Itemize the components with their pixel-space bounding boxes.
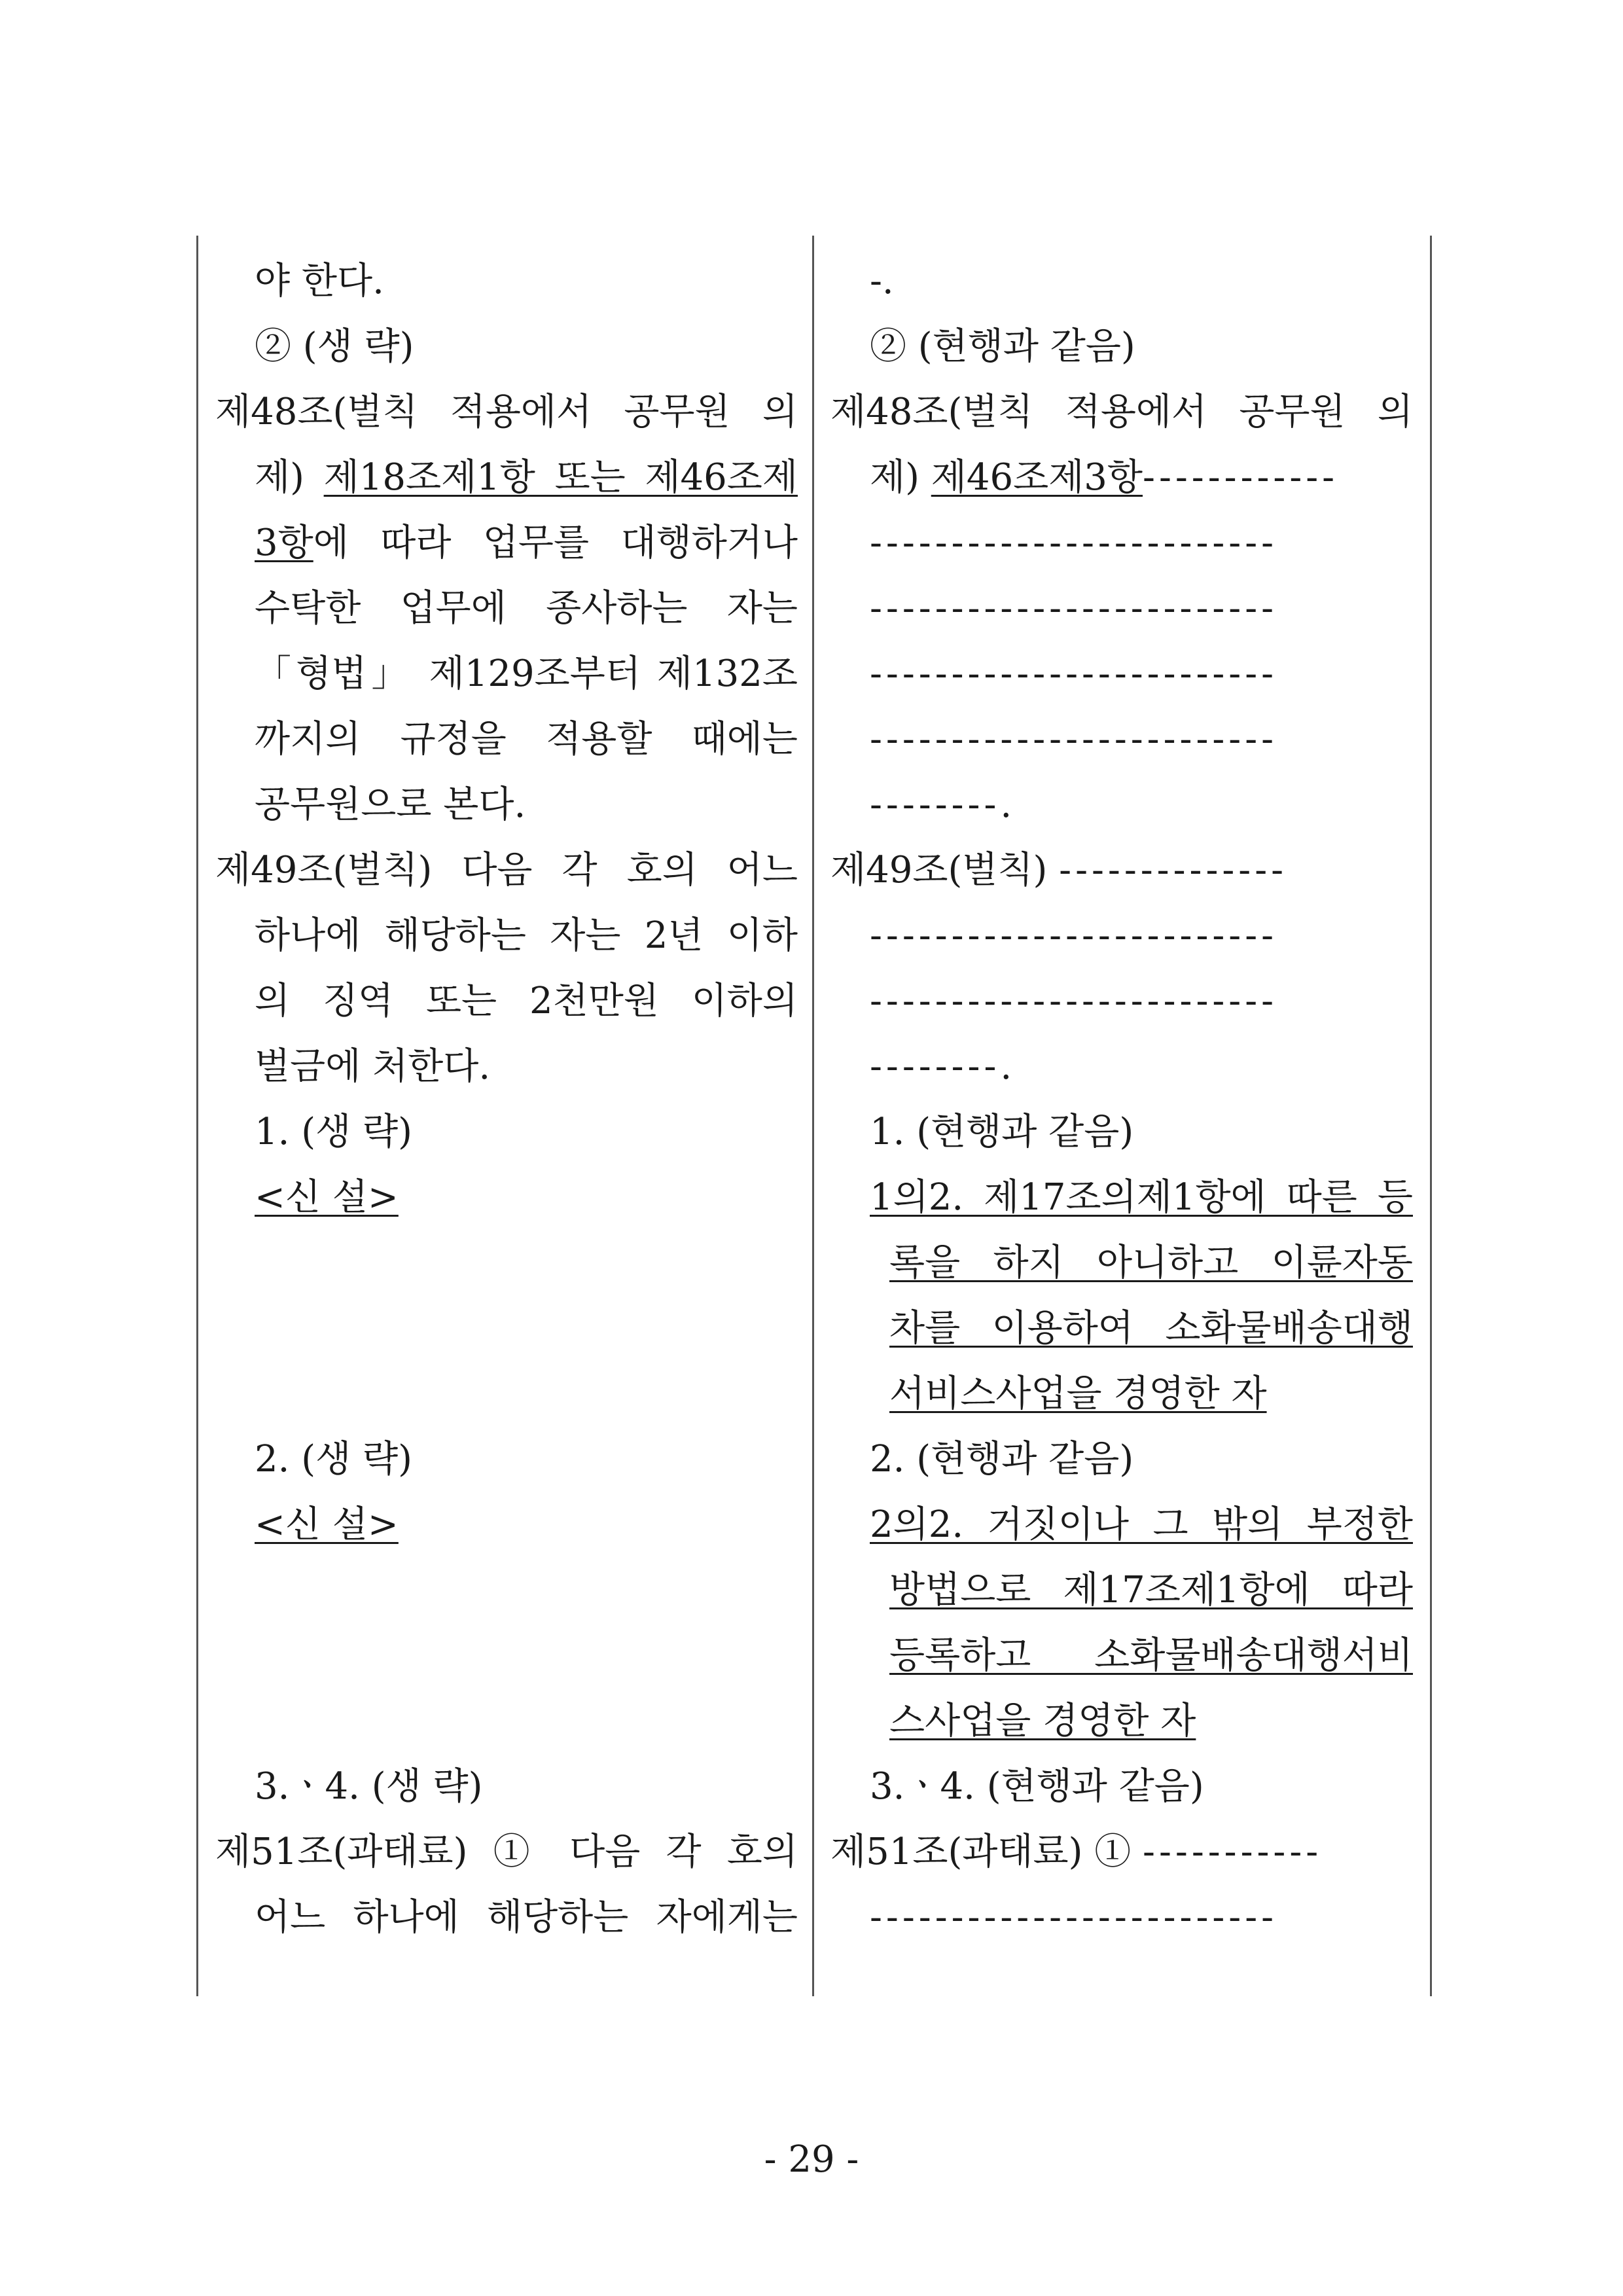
amended-text: 3항 <box>255 522 313 564</box>
article-49-heading: 제49조(벌칙) 다음 각 호의 어느 <box>215 849 798 891</box>
unchanged-line: ------------------------- <box>870 718 1278 761</box>
text-line: 공무원으로 본다. <box>255 783 526 826</box>
unchanged-line: ------------------------- <box>870 522 1278 564</box>
new-clause-text: 록을 하지 아니하고 이륜자동 <box>889 1242 1413 1284</box>
text-line: ② (현행과 같음) <box>870 325 1135 368</box>
article-49-heading: 제49조(벌칙) -------------- <box>830 849 1288 891</box>
new-clause-text: 2의2. 거짓이나 그 밖의 부정한 <box>870 1503 1413 1546</box>
amended-text: 제46조제3항 <box>931 456 1143 499</box>
comparison-table <box>196 236 1432 1996</box>
text-line: 3항에 따라 업무를 대행하거나 <box>255 522 798 564</box>
unchanged-line: ------------------------- <box>870 587 1278 630</box>
text-line: 하나에 해당하는 자는 2년 이하 <box>255 914 798 957</box>
new-clause-text: 차를 이용하여 소화물배송대행 <box>889 1307 1413 1350</box>
text-line: 야 한다. <box>255 260 384 302</box>
unchanged-line: ------------------------- <box>870 980 1278 1022</box>
unchanged-line: --------. <box>870 783 1016 826</box>
text-line: 의 징역 또는 2천만원 이하의 <box>255 980 798 1022</box>
article-48-heading: 제48조(벌칙 적용에서 공무원 의 <box>215 391 798 433</box>
text-line: 2. (현행과 같음) <box>870 1438 1134 1480</box>
new-clause-text: 1의2. 제17조의제1항에 따른 등 <box>870 1176 1413 1219</box>
text-line: 3.ㆍ4. (생 략) <box>255 1765 483 1808</box>
text-line: 1. (생 략) <box>255 1111 412 1153</box>
text-line: 수탁한 업무에 종사하는 자는 <box>255 587 798 630</box>
unchanged-line: --------. <box>870 1045 1016 1088</box>
page-number: - 29 - <box>764 2138 859 2181</box>
article-48-heading: 제48조(벌칙 적용에서 공무원 의 <box>830 391 1413 433</box>
unchanged-line: ------------------------- <box>870 914 1278 957</box>
text-line: -. <box>870 260 894 302</box>
new-clause-text: 등록하고 소화물배송대행서비 <box>889 1634 1413 1677</box>
text-line: 1. (현행과 같음) <box>870 1111 1134 1153</box>
text-line: 까지의 규정을 적용할 때에는 <box>255 718 798 761</box>
text-line: 「형법」 제129조부터 제132조 <box>255 653 798 695</box>
unchanged-line: ------------------------- <box>870 1896 1278 1939</box>
new-clause-marker: <신 설> <box>255 1503 399 1546</box>
column-divider <box>812 236 814 1996</box>
new-clause-text: 서비스사업을 경영한 자 <box>889 1372 1267 1415</box>
text-line: 벌금에 처한다. <box>255 1045 491 1088</box>
amended-text: 제18조제1항 또는 제46조제 <box>323 456 798 499</box>
new-clause-text: 스사업을 경영한 자 <box>889 1700 1196 1742</box>
new-clause-marker: <신 설> <box>255 1176 399 1219</box>
text-line: 제) 제46조제3항------------ <box>870 456 1339 499</box>
unchanged-line: ------------------------- <box>870 653 1278 695</box>
text-line: 3.ㆍ4. (현행과 같음) <box>870 1765 1204 1808</box>
article-51-heading: 제51조(과태료) ① ----------- <box>830 1831 1323 1873</box>
text-line: ② (생 략) <box>255 325 414 368</box>
text-line: 2. (생 략) <box>255 1438 412 1480</box>
article-51-heading: 제51조(과태료) ① 다음 각 호의 <box>215 1831 798 1873</box>
new-clause-text: 방법으로 제17조제1항에 따라 <box>889 1569 1413 1611</box>
text-line: 제) 제18조제1항 또는 제46조제 <box>255 456 798 499</box>
text-line: 어느 하나에 해당하는 자에게는 <box>255 1896 798 1939</box>
